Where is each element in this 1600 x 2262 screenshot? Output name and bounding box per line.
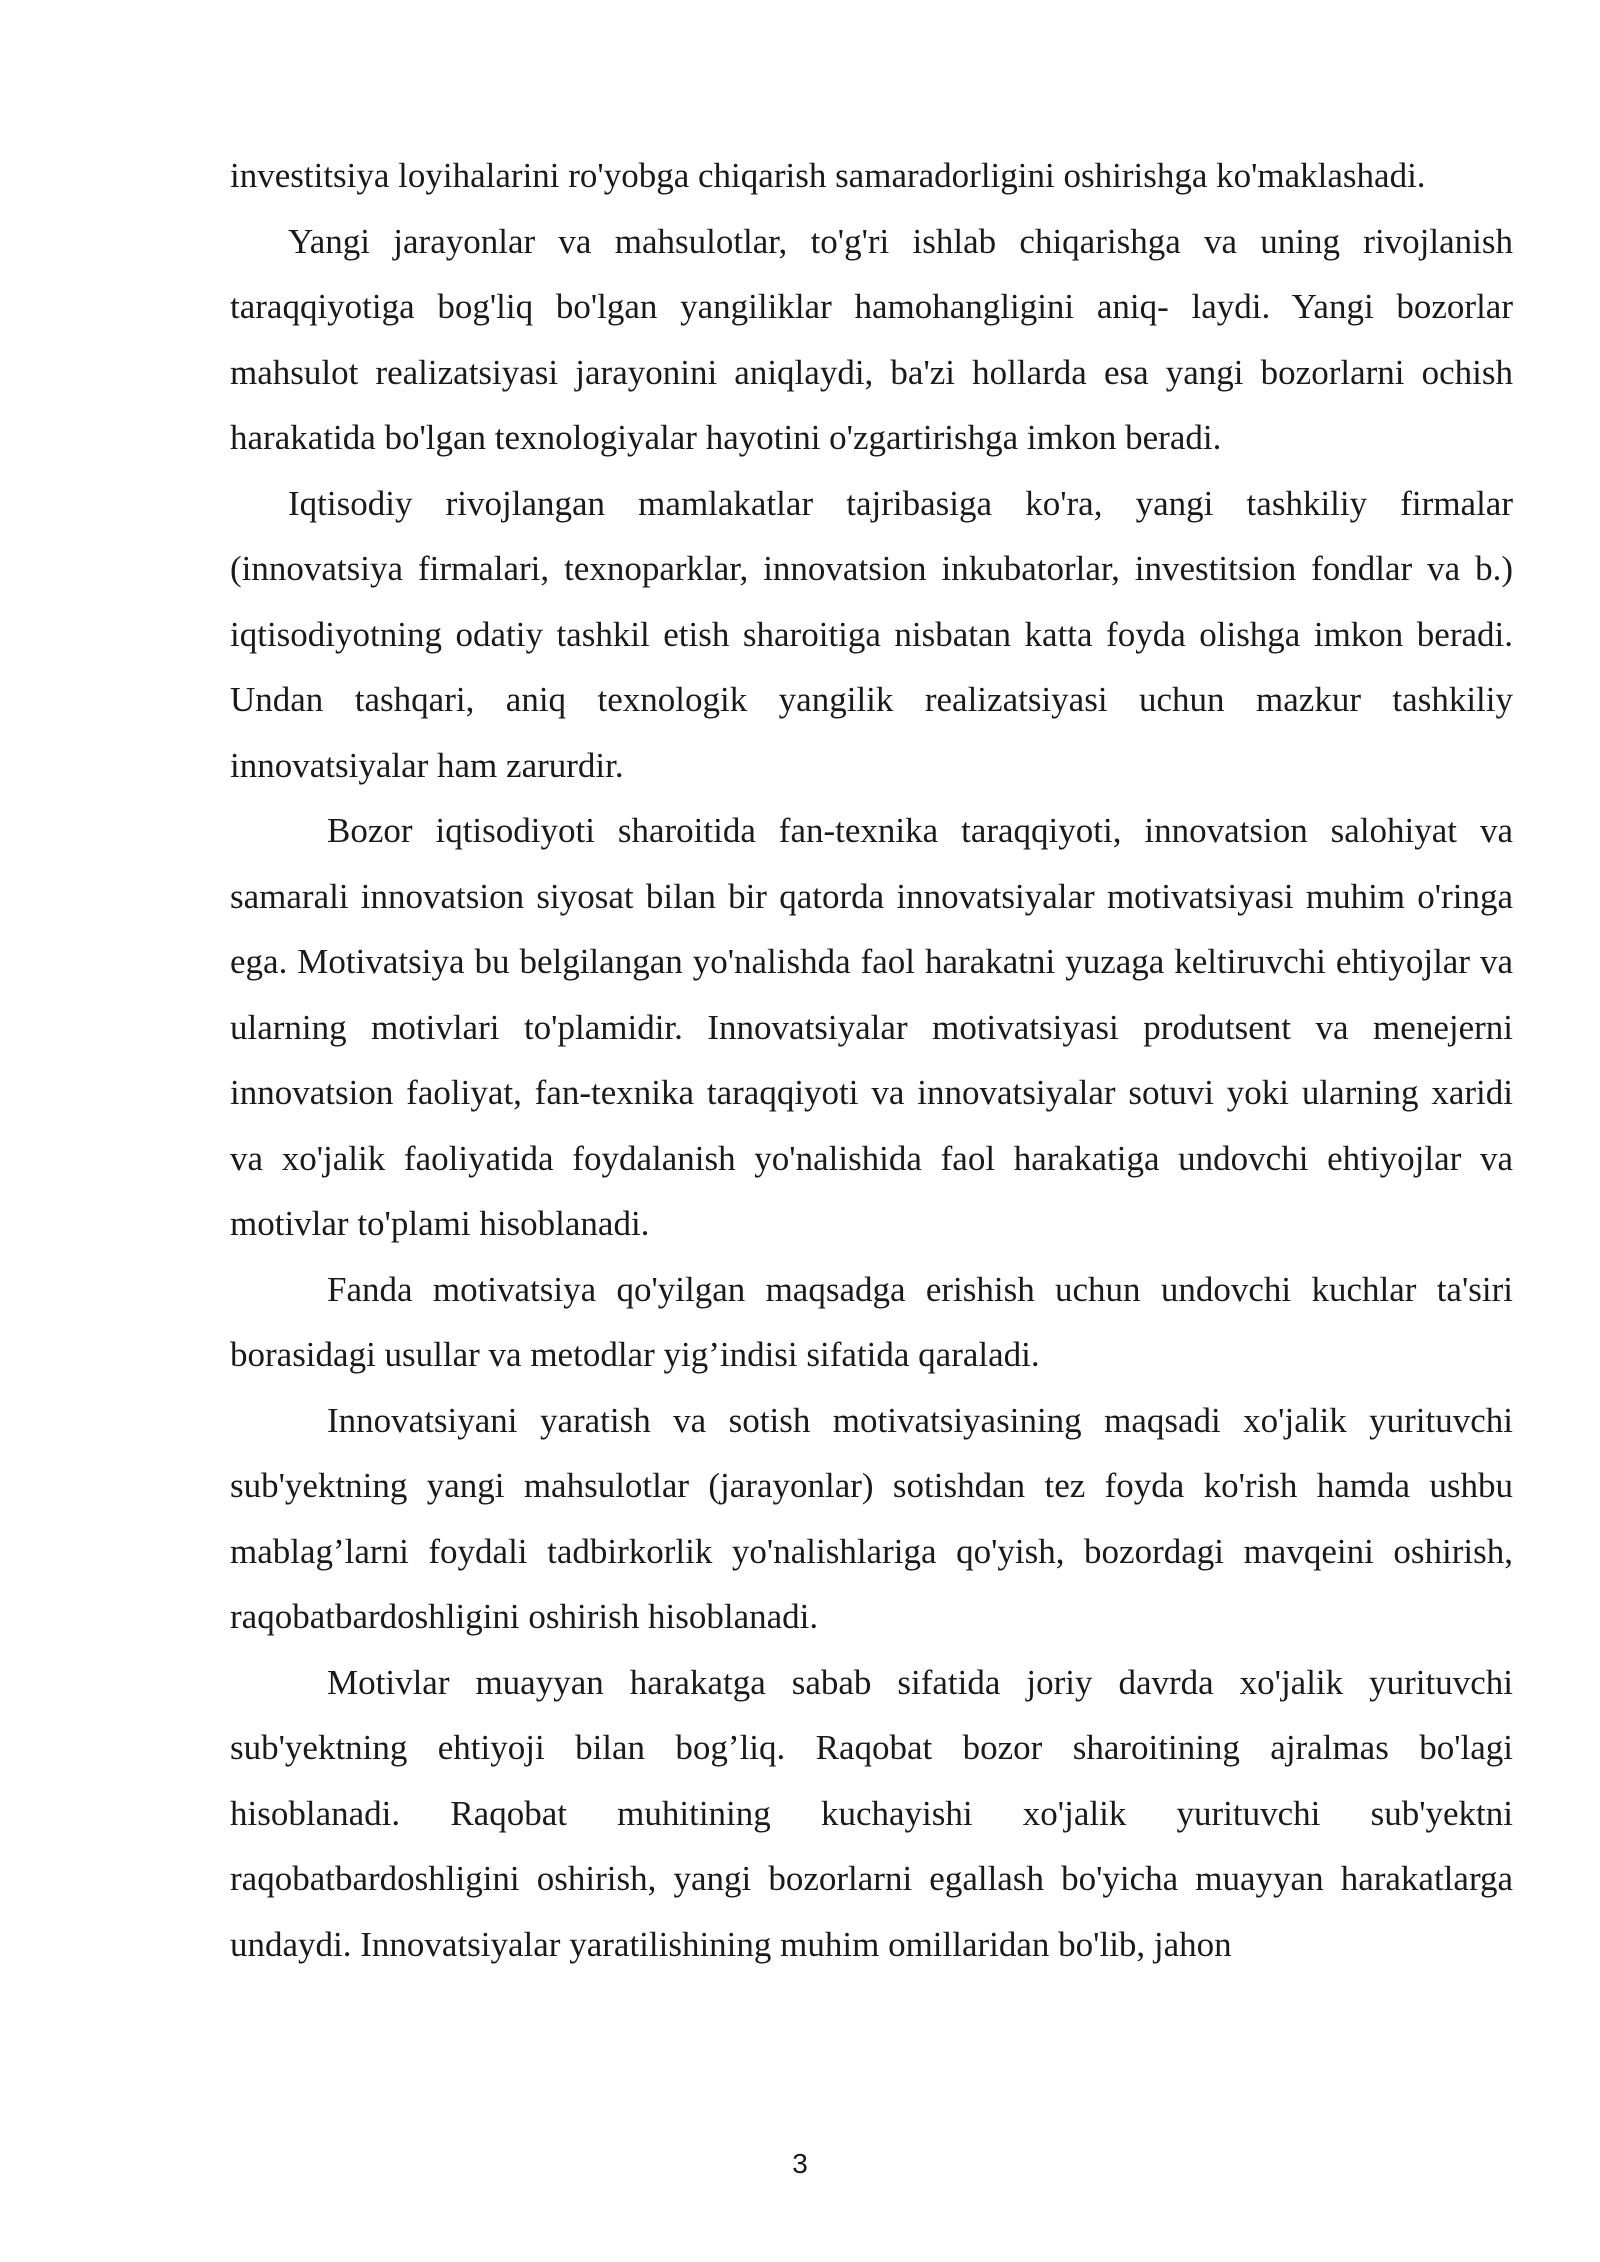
- paragraph-organizational-firms: Iqtisodiy rivojlangan mamlakatlar tajribasiga ko'ra, yangi tashkiliy firmalar (innovatsiya firmalari, texnoparklar, innovatsion inkubatorlar, investitsion fondlar va b.) iqtisodiyotning odatiy tashkil etish sharoitiga nisbatan katta foyda olishga imkon beradi. Undan tashqari, aniq texnologik yangilik realizatsiyasi uchun mazkur tashkiliy innovatsiyalar ham zarurdir.: [230, 483, 1513, 785]
- paragraph-motivation-science: Fanda motivatsiya qo'yilgan maqsadga erishish uchun undovchi kuchlar ta'siri borasidagi usullar va metodlar yig’indisi sifatida qaraladi.: [230, 1269, 1513, 1374]
- page-body: [230, 143, 1513, 1977]
- paragraph-market-economy: Bozor iqtisodiyoti sharoitida fan-texnika taraqqiyoti, innovatsion salohiyat va samarali innovatsion siyosat bilan bir qatorda innovatsiyalar motivatsiyasi muhim o'ringa ega. Motivatsiya bu belgilangan yo'nalishda faol harakatni yuzaga keltiruvchi ehtiyojlar va ularning motivlari to'plamidir. Innovatsiyalar motivatsiyasi produtsent va menejerni innovatsion faoliyat, fan-texnika taraqqiyoti va innovatsiyalar sotuvi yoki ularning xaridi va xo'jalik faoliyatida foydalanish yo'nalishida faol harakatiga undovchi ehtiyojlar va motivlar to'plami hisoblanadi.: [230, 811, 1513, 1243]
- paragraph-new-processes: Yangi jarayonlar va mahsulotlar, to'g'ri ishlab chiqarishga va uning rivojlanish taraqqiyotiga bog'liq bo'lgan yangiliklar hamohangligini aniq- laydi. Yangi bozorlar mahsulot realizatsiyasi jarayonini aniqlaydi, ba'zi hollarda esa yangi bozorlarni ochish harakatida bo'lgan texnologiyalar hayotini o'zgartirishga imkon beradi.: [230, 221, 1513, 457]
- paragraph-motives-competition: Motivlar muayyan harakatga sabab sifatida joriy davrda xo'jalik yurituvchi sub'yektning ehtiyoji bilan bog’liq. Raqobat bozor sharoitining ajralmas bo'lagi hisoblanadi. Raqobat muhitining kuchayishi xo'jalik yurituvchi sub'yektni raqobatbardoshligini oshirish, yangi bozorlarni egallash bo'yicha muayyan harakatlarga undaydi. Innovatsiyalar yaratilishining muhim omillaridan bo'lib, jahon: [230, 1662, 1513, 1964]
- page-number: 3: [792, 2148, 808, 2179]
- paragraph-continuation: investitsiya loyihalarini ro'yobga chiqarish samaradorligini oshirishga ko'maklashadi.: [230, 156, 1426, 195]
- paragraph-innovation-goal: Innovatsiyani yaratish va sotish motivatsiyasining maqsadi xo'jalik yurituvchi sub'yektning yangi mahsulotlar (jarayonlar) sotishdan tez foyda ko'rish hamda ushbu mablag’larni foydali tadbirkorlik yo'nalishlariga qo'yish, bozordagi mavqeini oshirish, raqobatbardoshligini oshirish hisoblanadi.: [230, 1400, 1513, 1636]
